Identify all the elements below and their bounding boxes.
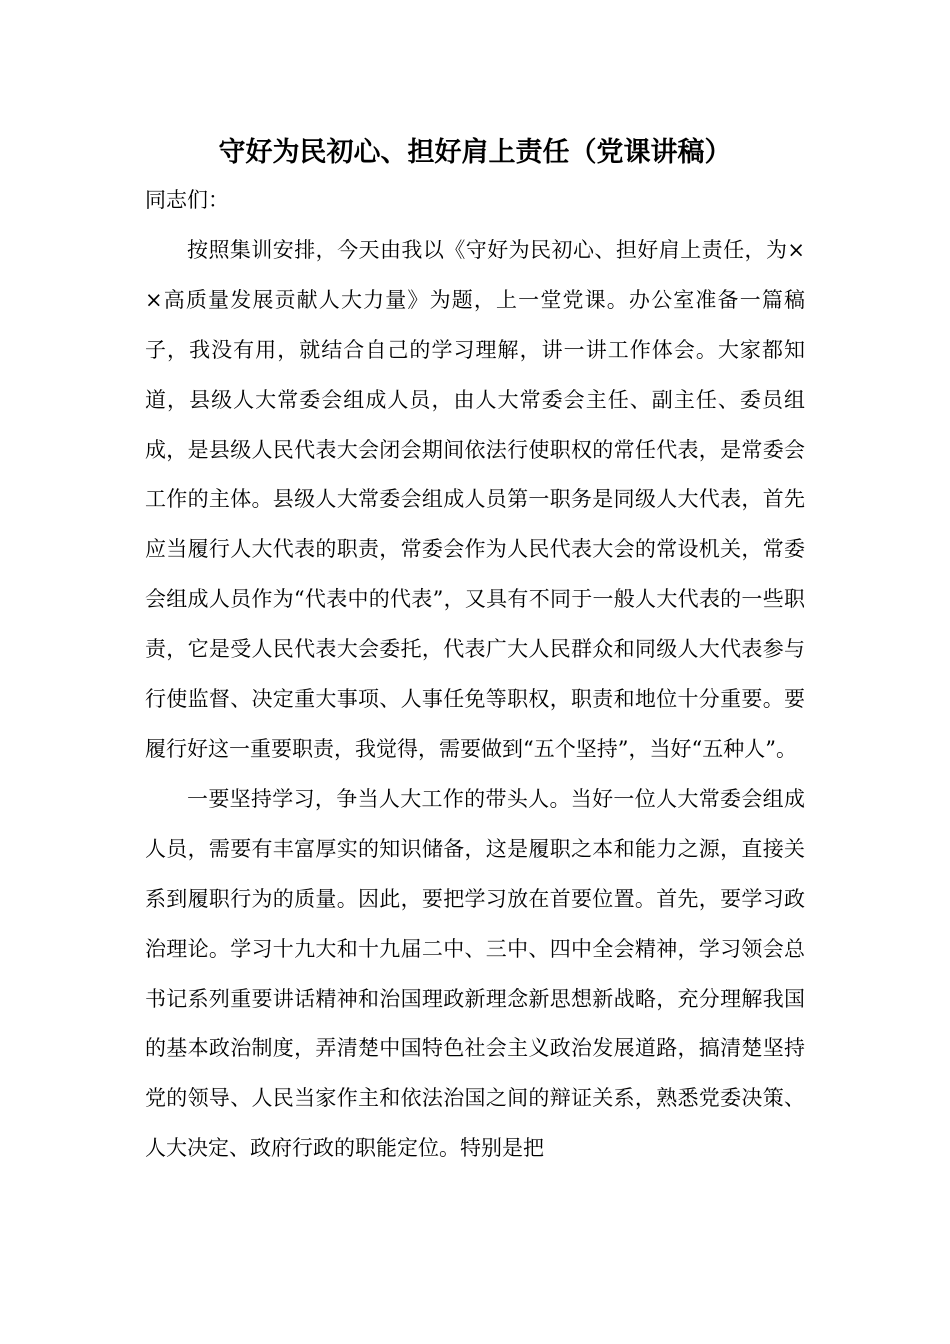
paragraph-intro: 按照集训安排，今天由我以《守好为民初心、担好肩上责任，为××高质量发展贡献人大力量》为题，上一堂党课。办公室准备一篇稿子，我没有用，就结合自己的学习理解，讲一讲工作体会。大家都知道，县级人大常委会组成人员，由人大常委会主任、副主任、委员组成，是县级人民代表大会闭会期间依法行使职权的常任代表，是常委会工作的主体。县级人大常委会组成人员第一职务是同级人大代表，首先应当履行人大代表的职责，常委会作为人民代表大会的常设机关，常委会组成人员作为“代表中的代表”，又具有不同于一般人大代表的一些职责，它是受人民代表大会委托，代表广大人民群众和同级人大代表参与行使监督、决定重大事项、人事任免等职权，职责和地位十分重要。要履行好这一重要职责，我觉得，需要做到“五个坚持”，当好“五种人”。 bbox=[145, 237, 805, 761]
salutation: 同志们： bbox=[145, 188, 229, 212]
paragraph-point-one: 一要坚持学习，争当人大工作的带头人。当好一位人大常委会组成人员，需要有丰富厚实的知识储备，这是履职之本和能力之源，直接关系到履职行为的质量。因此，要把学习放在首要位置。首先，要学习政治理论。学习十九大和十九届二中、三中、四中全会精神，学习领会总书记系列重要讲话精神和治国理政新理念新思想新战略，充分理解我国的基本政治制度，弄清楚中国特色社会主义政治发展道路，搞清楚坚持党的领导、人民当家作主和依法治国之间的辩证关系，熟悉党委决策、人大决定、政府行政的职能定位。特别是把 bbox=[145, 786, 805, 1161]
document-body bbox=[145, 176, 805, 1174]
document-title: 守好为民初心、担好肩上责任（党课讲稿） bbox=[218, 137, 732, 168]
